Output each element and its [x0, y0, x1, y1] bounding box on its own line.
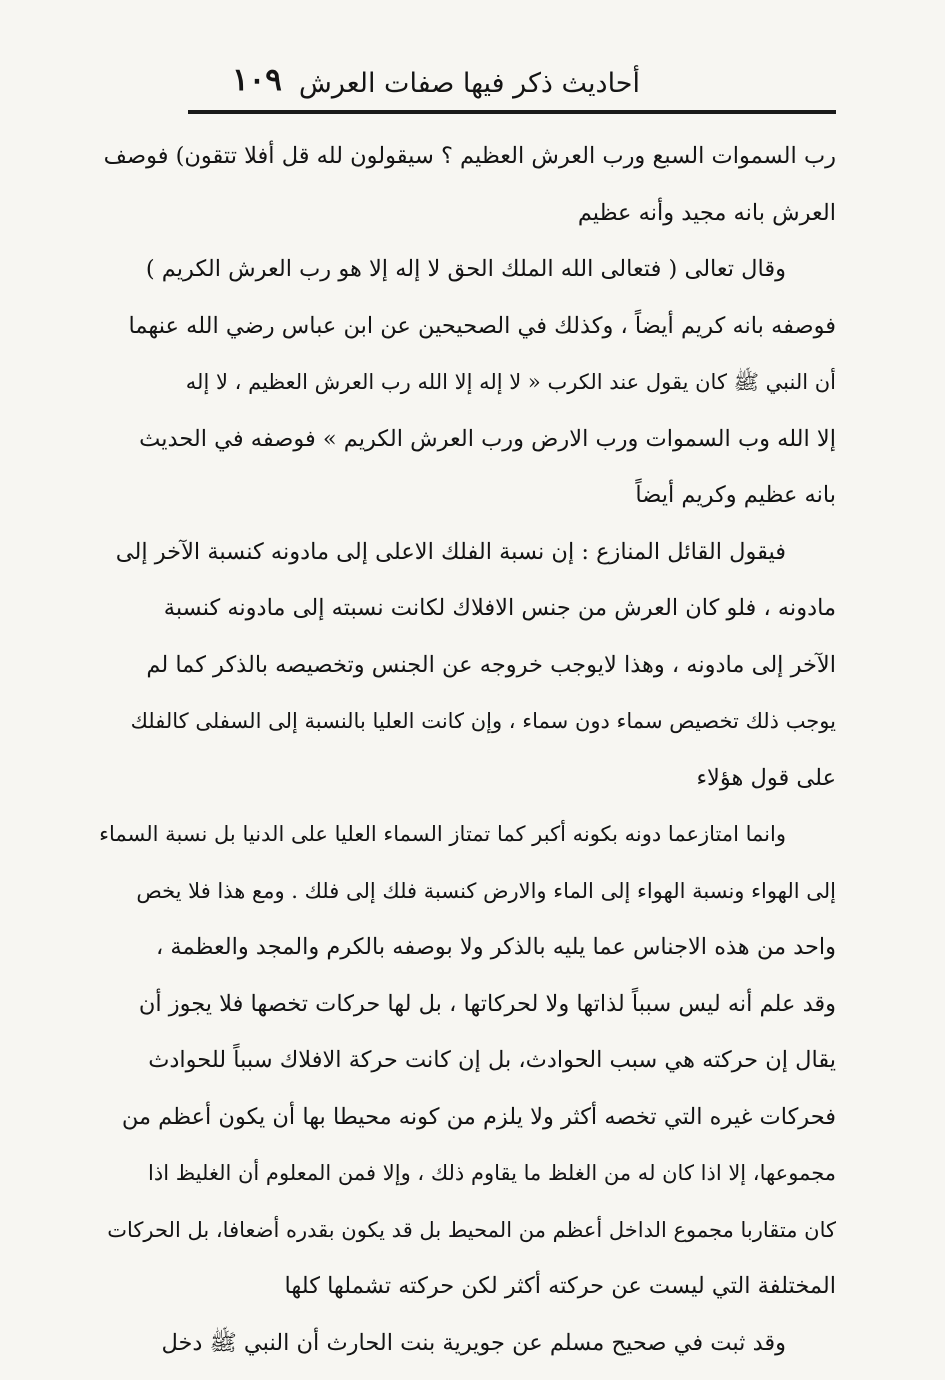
text-line: الآخر إلى مادونه ، وهذا لايوجب خروجه عن الجنس وتخصيصه بالذكر كما لم [146, 651, 836, 678]
text-line: واحد من هذه الاجناس عما يليه بالذكر ولا بوصفه بالكرم والمجد والعظمة ، [156, 934, 836, 960]
text-line: وقد علم أنه ليس سبباً لذاتها ولا لحركاتها ، بل لها حركات تخصها فلا يجوز أن [138, 990, 836, 1017]
text-line: وانما امتازعما دونه بكونه أكبر كما تمتاز السماء العليا على الدنيا بل نسبة السماء [99, 822, 786, 846]
text-line: إلى الهواء ونسبة الهواء إلى الماء والارض كنسبة فلك إلى فلك . ومع هذا فلا يخص [136, 878, 836, 903]
body-text [99, 128, 836, 1371]
text-line: على قول هؤلاء [696, 764, 836, 791]
text-line: إلا الله وب السموات ورب الارض ورب العرش الكريم » فوصفه في الحديث [139, 425, 836, 452]
text-line: مادونه ، فلو كان العرش من جنس الافلاك لكانت نسبته إلى مادونه كنسبة [163, 595, 836, 621]
page-header [188, 60, 836, 108]
text-line: بانه عظيم وكريم أيضاً [635, 482, 836, 508]
header-rule [188, 110, 836, 114]
text-line: العرش بانه مجيد وأنه عظيم [577, 199, 836, 226]
text-line: فوصفه بانه كريم أيضاً ، وكذلك في الصحيحين عن ابن عباس رضي الله عنهما [128, 312, 836, 339]
text-line: المختلفة التي ليست عن حركته أكثر لكن حركته تشملها كلها [284, 1273, 836, 1299]
text-line: فيقول القائل المنازع : إن نسبة الفلك الاعلى إلى مادونه كنسبة الآخر إلى [115, 538, 786, 565]
text-line: رب السموات السبع ورب العرش العظيم ؟ سيقولون لله قل أفلا تتقون) فوصف [103, 143, 836, 169]
running-title: أحاديث ذكر فيها صفات العرش [298, 68, 640, 99]
text-line: وقد ثبت في صحيح مسلم عن جويرية بنت الحارث أن النبي ﷺ دخل [161, 1329, 786, 1356]
text-line: فحركات غيره التي تخصه أكثر ولا يلزم من كونه محيطا بها أن يكون أعظم من [121, 1103, 836, 1130]
text-line: يوجب ذلك تخصيص سماء دون سماء ، وإن كانت العليا بالنسبة إلى السفلى كالفلك [130, 709, 836, 733]
text-line: كان متقاربا مجموع الداخل أعظم من المحيط بل قد يكون بقدره أضعافا، بل الحركات [107, 1217, 836, 1242]
text-line: أن النبي ﷺ كان يقول عند الكرب « لا إله إلا الله رب العرش العظيم ، لا إله [185, 370, 836, 394]
text-line: يقال إن حركته هي سبب الحوادث، بل إن كانت حركة الافلاك سبباً للحوادث [148, 1047, 836, 1073]
text-line: مجموعها، إلا اذا كان له من الغلظ ما يقاوم ذلك ، وإلا فمن المعلوم أن الغليظ اذا [148, 1161, 836, 1185]
text-line: وقال تعالى ( فتعالى الله الملك الحق لا إله إلا هو رب العرش الكريم ) [145, 256, 786, 282]
page-number: ١٠٩ [232, 62, 282, 98]
